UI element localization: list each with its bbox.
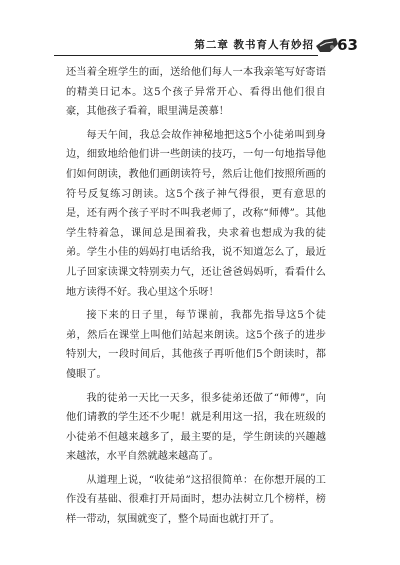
paragraph: 我的徒弟一天比一天多，很多徒弟还做了“师傅”，向他们请教的学生还不少呢！就是利用这一招，我在班级的小徒弟不但越来越多了，最主要的是，学生朗读的兴趣越来越浓，水平自然就越来越高了。 [66,392,326,463]
body-text [66,63,326,534]
page-number: 63 [337,36,358,54]
paragraph: 每天午间，我总会故作神秘地把这5个小徒弟叫到身边，细致地给他们讲一些朗读的技巧，一句一句地指导他们如何朗读，教他们画朗读符号，然后让他们按照所画的符号反复练习朗读。这5个孩子神气得很，更有意思的是，还有两个孩子平时不叫我老师了，改称“师傅”。其他学生特着急，课间总是围着我，央求着也想成为我的徒弟。学生小佳的妈妈打电话给我，说不知道怎么了，最近儿子回家读课文特别卖力气，还让爸爸妈妈听，看看什么地方读得不好。我心里这个乐呀！ [66,129,326,298]
header-rule [54,55,318,56]
stamp-icon [314,34,340,56]
chapter-title: 第二章 教书育人有妙招 [194,39,314,51]
paragraph: 还当着全班学生的面，送给他们每人一本我亲笔写好寄语的精美日记本。这5个孩子异常开心、看得出他们很自豪，其他孩子看着，眼里满是羡慕！ [66,67,326,118]
running-header [54,36,358,56]
paragraph: 从道理上说，“收徒弟”这招很简单：在你想开展的工作没有基础、很难打开局面时，想办法树立几个榜样，榜样一带动，氛围就变了，整个局面也就打开了。 [66,474,326,526]
paragraph: 接下来的日子里，每节课前，我都先指导这5个徒弟，然后在课堂上叫他们站起来朗读。这5个孩子的进步特别大，一段时间后，其他孩子再听他们5个朗读时，都傻眼了。 [66,310,326,380]
